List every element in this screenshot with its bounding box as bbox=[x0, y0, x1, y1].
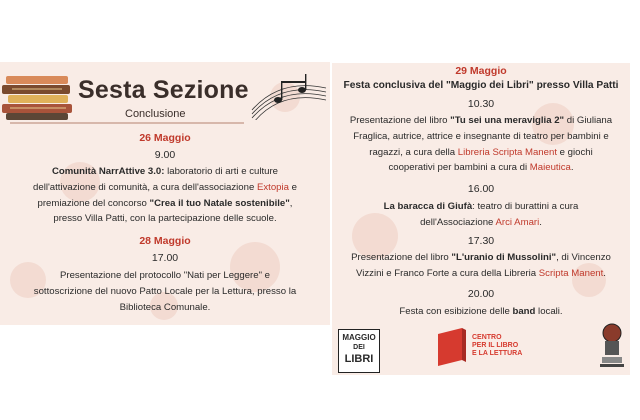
text: dell'Associazione bbox=[420, 216, 496, 228]
text: locali. bbox=[535, 306, 563, 317]
logo-text: DEI bbox=[353, 344, 365, 351]
show-name: La baracca di Giufà bbox=[383, 201, 473, 212]
organizer-name: Maieutica bbox=[529, 162, 571, 174]
text: ragazzi, a cura della bbox=[369, 146, 458, 158]
event-date-28: 28 Maggio bbox=[139, 235, 191, 247]
event-time: 20.00 bbox=[467, 288, 495, 300]
text: : teatro di burattini a cura bbox=[472, 201, 579, 212]
text: sottoscrizione del nuovo Patto Locale per la Lettura, presso la bbox=[33, 285, 297, 297]
organizer-name: Libreria Scripta Manent bbox=[457, 146, 557, 158]
centro-logo-text bbox=[472, 334, 522, 358]
title-underline bbox=[10, 122, 244, 124]
text: dell'attivazione di comunità, a cura dell'associazione bbox=[33, 181, 257, 193]
text: Presentazione del libro bbox=[349, 115, 451, 126]
centro-per-il-libro-logo bbox=[436, 328, 536, 366]
text: presso Villa Patti, con la partecipazione delle scuole. bbox=[53, 213, 277, 225]
contest-name: "Crea il tuo Natale sostenibile" bbox=[149, 197, 290, 209]
logo-text: CENTRO bbox=[472, 334, 502, 341]
text: premiazione del concorso bbox=[37, 197, 150, 209]
text: Biblioteca Comunale. bbox=[119, 301, 211, 313]
maggio-dei-libri-logo bbox=[338, 329, 380, 373]
text: Fraglica, autrice, attrice e insegnante di teatro per bambini e bbox=[353, 130, 609, 142]
text: . bbox=[603, 267, 606, 279]
text: , di Vincenzo bbox=[556, 252, 611, 263]
text: Presentazione del libro bbox=[351, 252, 452, 263]
event-date-29: 29 Maggio bbox=[455, 65, 507, 77]
text: . bbox=[539, 216, 542, 228]
text: , bbox=[289, 197, 293, 209]
event-description bbox=[0, 164, 330, 227]
text: e bbox=[288, 181, 297, 193]
logo-text: MAGGIO bbox=[342, 333, 376, 342]
text: . bbox=[570, 162, 574, 174]
event-description bbox=[332, 199, 630, 231]
organizer-name: Arci Amari bbox=[495, 216, 540, 228]
book-title: "L'uranio di Mussolini" bbox=[451, 252, 557, 263]
event-date-26: 26 Maggio bbox=[139, 132, 191, 144]
band-word: band bbox=[512, 306, 536, 317]
event-time: 17.00 bbox=[151, 252, 179, 264]
city-crest-icon bbox=[598, 321, 626, 371]
text: cooperativi per bambini a cura di bbox=[388, 162, 530, 174]
event-time: 9.00 bbox=[154, 149, 176, 161]
event-time: 10.30 bbox=[467, 98, 495, 110]
event-description bbox=[332, 304, 630, 320]
event-description bbox=[332, 250, 630, 282]
text: e giochi bbox=[556, 146, 593, 158]
event-time: 16.00 bbox=[467, 183, 495, 195]
logo-text: PER IL LIBRO bbox=[472, 342, 519, 349]
section-subtitle: Conclusione bbox=[125, 108, 186, 120]
text: di Giuliana bbox=[564, 115, 613, 126]
book-title: "Tu sei una meraviglia 2" bbox=[450, 115, 565, 126]
event-time: 17.30 bbox=[467, 235, 495, 247]
event-name: Comunità NarrAttive 3.0: bbox=[51, 166, 165, 177]
books-icon bbox=[0, 72, 78, 122]
logo-text: E LA LETTURA bbox=[472, 350, 523, 357]
text: Vizzini e Franco Forte a cura della Libreria bbox=[356, 267, 539, 279]
event-description bbox=[0, 268, 330, 315]
right-panel bbox=[332, 63, 630, 375]
book-red-icon bbox=[436, 328, 468, 366]
music-notes-icon bbox=[250, 70, 328, 120]
event-description bbox=[332, 113, 630, 176]
text: Festa con esibizione delle bbox=[399, 306, 513, 317]
organizer-name: Extopia bbox=[256, 181, 289, 193]
left-panel bbox=[0, 62, 330, 325]
event-heading: Festa conclusiva del "Maggio dei Libri" presso Villa Patti bbox=[343, 80, 619, 91]
section-title: Sesta Sezione bbox=[78, 76, 249, 104]
organizer-name: Scripta Manent bbox=[538, 267, 604, 279]
logo-text: LIBRI bbox=[344, 353, 374, 365]
text: laboratorio di arti e culture bbox=[164, 166, 279, 177]
text: Presentazione del protocollo "Nati per Leggere" e bbox=[59, 270, 270, 281]
